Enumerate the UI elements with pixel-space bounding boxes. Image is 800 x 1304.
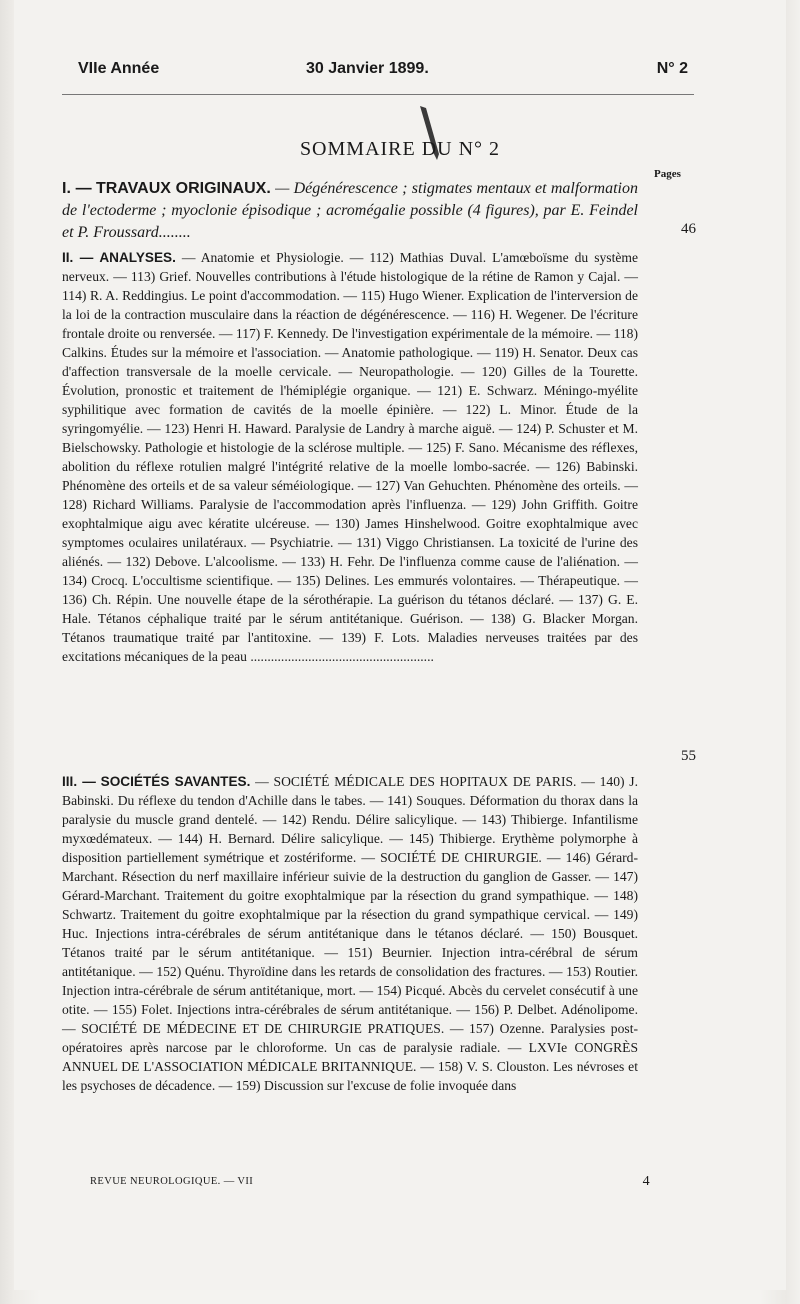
page-ref-55: 55	[681, 748, 696, 764]
section-rubric: SOCIÉTÉS SAVANTES.	[100, 774, 251, 789]
section-text: — Anatomie et Physiologie. — 112) Mathias Duval. L'amœboïsme du système nerveux. — 113) Grief. Nouvelles contributions à l'étude histologique de la rétine de Ramon y Cajal. — 114) R. A. Reddingius. Le point d'accommodation. — 115) Hugo Wiener. Explication de l'interversion de la loi de la contraction musculaire dans la réaction de dégénérescence. — 116) H. Wegener. De l'écriture frontale droite ou renversée. — 117) F. Kennedy. De l'investigation expérimentale de la mémoire. — 118) Calkins. Études sur la mémoire et l'association. — Anatomie pathologique. — 119) H. Senator. Deux cas d'affection transversale de la moelle cervicale. — Neuropathologie. — 120) Gilles de la Tourette. Évolution, pronostic et traitement de l'hémiplégie organique. — 121) E. Schwarz. Méningo-myélite syphilitique avec formation de cavités de la moelle épinière. — 122) L. Minor. Étude de la syringomyélie. — 123) Henri H. Haward. Paralysie de Landry à marche aiguë. — 124) P. Schuster et M. Bielschowsky. Pathologie et histologie de la sclérose multiple. — 125) F. Sano. Mécanisme des réflexes, abolition du réflexe rotulien malgré l'intégrité relative de la moelle lombo-sacrée. — 126) Babinski. Phénomène des orteils et de sa valeur séméiologique. — 127) Van Gehuchten. Phénomène des orteils. — 128) Richard Williams. Paralysie de l'accommodation après l'influenza. — 129) John Griffith. Goitre exophtalmique aigu avec kératite ulcéreuse. — 130) James Hinshelwood. Goitre exophtalmique avec symptomes oculaires unilatéraux. — Psychiatrie. — 131) Viggo Christiansen. La toxicité de l'urine des aliénés. — 132) Debove. L'alcoolisme. — 133) H. Fehr. De l'influenza comme cause de l'aliénation. — 134) Crocq. L'occultisme scientifique. — 135) Delines. Les emmurés volontaires. — Thérapeutique. — 136) Ch. Répin. Une nouvelle étape de la sérothérapie. La guérison du tétanos déclaré. — 137) G. E. Hale. Tétanos céphalique traité par le sérum antitétanique. Guérison. — 138) G. Blacker Morgan. Tétanos traumatique traité par l'antitoxine. — 139) F. Lots. Maladies nerveuses traitées par des excitations mécaniques de la peau ......................................................	[62, 250, 639, 664]
section-numeral: II. —	[62, 250, 94, 265]
header-rule	[62, 94, 694, 95]
section-numeral: III. —	[62, 774, 96, 789]
section-societes-savantes	[62, 772, 638, 1095]
section-body	[62, 178, 638, 244]
volume-label: VIIe Année	[78, 60, 160, 77]
section-text: — SOCIÉTÉ MÉDICALE DES HOPITAUX DE PARIS. — 140) J. Babinski. Du réflexe du tendon d'Achille dans le tabes. — 141) Souques. Déformation du thorax dans la paralysie du muscle grand dentelé. — 142) Rendu. Délire salicylique. — 143) Thibierge. Infantilisme myxœdémateux. — 144) H. Bernard. Délire salicylique. — 145) Thibierge. Erythème polymorphe à disposition partiellement symétrique et zostériforme. — SOCIÉTÉ DE CHIRURGIE. — 146) Gérard-Marchant. Résection du nerf maxillaire inférieur suivie de la destruction du ganglion de Gasser. — 147) Gérard-Marchant. Traitement du goitre exophtalmique par la résection du grand sympathique. — 148) Schwartz. Traitement du goitre exophtalmique par la résection du grand sympathique cervical. — 149) Huc. Injections intra-cérébrales de sérum antitétanique dans le tétanos déclaré. — 150) Bousquet. Tétanos traité par le sérum antitétanique. — 151) Beurnier. Injection intra-cérébral de sérum antitétanique. — 152) Quénu. Thyroïdine dans les retards de consolidation des fractures. — 153) Routier. Injection intra-cérébrale de sérum antitétanique, mort. — 154) Picqué. Abcès du cervelet consécutif à une otite. — 155) Folet. Injections intra-cérébrales de sérum antitétanique. — 156) P. Delbet. Adénolipome. — SOCIÉTÉ DE MÉDECINE ET DE CHIRURGIE PRATIQUES. — 157) Ozenne. Paralysies post-opératoires après narcose par le chloroforme. Un cas de paralysie radiale. — LXVIe CONGRÈS ANNUEL DE L'ASSOCIATION MÉDICALE BRITANNIQUE. — 158) V. S. Clouston. Les névroses et les psychoses de décadence. — 159) Discussion sur l'excuse de folie invoquée dans	[62, 774, 638, 1093]
running-header	[78, 60, 688, 90]
journal-signature: REVUE NEUROLOGIQUE. — VII	[90, 1176, 254, 1187]
section-body	[62, 248, 638, 666]
page-ref-46: 46	[681, 221, 696, 237]
issue-number: N° 2	[656, 60, 688, 77]
page-footer	[90, 1176, 650, 1187]
section-text: — Dégénérescence ; stigmates mentaux et malformation de l'ectoderme ; myoclonie épisodique ; acromégalie possible (4 figures), par E. Feindel et P. Froussard........	[62, 180, 638, 241]
section-numeral: I. —	[62, 180, 92, 197]
pages-column-label: Pages	[654, 168, 681, 180]
section-body	[62, 772, 638, 1095]
section-rubric: TRAVAUX ORIGINAUX.	[95, 180, 271, 197]
section-travaux-originaux	[62, 178, 638, 244]
page-title: SOMMAIRE DU N° 2	[299, 138, 501, 160]
section-analyses	[62, 248, 638, 666]
sheet-number: 4	[642, 1174, 650, 1189]
issue-date: 30 Janvier 1899.	[306, 60, 429, 77]
section-rubric: ANALYSES.	[99, 250, 176, 265]
